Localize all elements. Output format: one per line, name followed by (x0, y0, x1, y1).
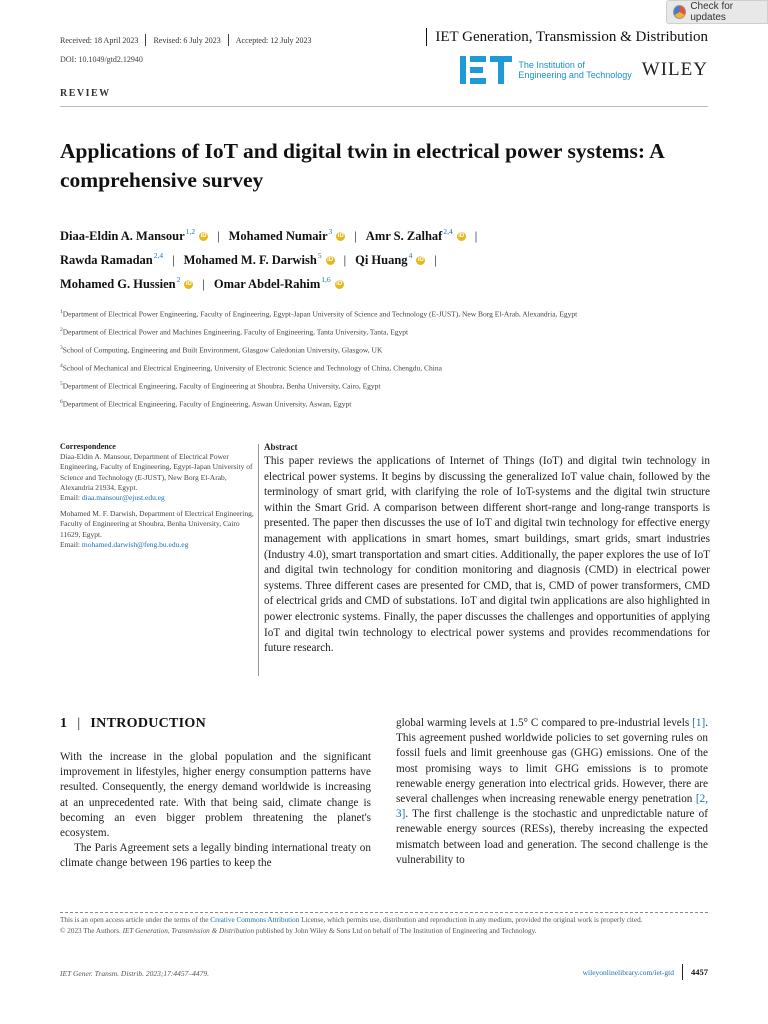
author[interactable]: Mohamed Numair $^3$ iD (228, 227, 344, 243)
section-number: 1 (60, 716, 68, 731)
iet-line1: The Institution of (518, 60, 585, 70)
author[interactable]: Diaa-Eldin A. Mansour $^{1,2}$ iD (60, 227, 207, 243)
body-column-right (396, 716, 708, 868)
check-for-updates-label: Check for updates (690, 1, 734, 23)
affiliation: $^1$Department of Electrical Power Engineering, Faculty of Engineering, Egypt-Japan University of Science and Technology (E-JUST), New Borg El-Arab, Alexandria, Egypt (60, 309, 578, 319)
email-link[interactable]: diaa.mansour@ejust.edu.eg (81, 493, 165, 503)
journal-url-link[interactable]: wileyonlinelibrary.com/iet-gtd (582, 967, 674, 977)
license-text: This is an open access article under the terms of the Creative Commons Attribution License, which permits use, distribution and reproduction in any medium, provided the original work is properly cited. (60, 916, 643, 924)
license-footnote (60, 915, 708, 937)
correspondence-address-1: Diaa-Eldin A. Mansour, Department of Electrical Power Engineering, Faculty of Engineering, Egypt-Japan University of Science and Technology (E-JUST), New Borg El-Arab, Alexandria 21934, Egypt. (60, 452, 253, 492)
affiliation: $^5$Department of Electrical Engineering, Faculty of Engineering at Shoubra, Benha University, Cairo, Egypt (60, 381, 381, 391)
wiley-logo: WILEY (641, 59, 708, 80)
author[interactable]: Mohamed M. F. Darwish $^5$ iD (183, 251, 334, 267)
abstract-text: This paper reviews the applications of Internet of Things (IoT) and digital twin technology in electrical power systems. It begins by discussing the generalized IoT value chain, followed by the terminology of smart grid, with clarifying the role of IoT-systems and the digital twin structure within the Smart Grid. A comparison between different short-range and long-range transports is presented. The paper then discusses the use of IoT and digital twin technology for effective energy management with applications in smart homes, smart buildings, smart grids, smart industries (Industry 4.0), smart transportation and smart cities. Additionally, the paper explores the use of IoT and digital twin technology for condition monitoring and diagnosis (CMD) in electrical power systems. Three different cases are presented for CMD, that is, CMD of power transformers, CMD of electrical grids and CMD of substations. IoT and digital twin applications are also highlighted in power electronic systems. Finally, the paper discusses the challenges and opportunities of applying IoT and digital twin technology to electrical power systems and provides recommendations for future research. (264, 455, 710, 655)
footnote-divider (60, 912, 708, 913)
orcid-icon[interactable]: iD (337, 232, 344, 239)
iet-logo-icon (460, 56, 512, 84)
author[interactable]: Rawda Ramadan $^{2,4}$ (60, 251, 164, 267)
orcid-icon[interactable]: iD (200, 232, 207, 239)
orcid-icon[interactable]: iD (458, 232, 465, 239)
journal-name (426, 28, 708, 46)
page-number: 4457 (691, 967, 708, 977)
correspondence-email-1: Email: diaa.mansour@ejust.edu.eg (60, 493, 165, 503)
correspondence (60, 442, 260, 550)
accepted-date: Accepted: 12 July 2023 (235, 35, 312, 45)
received-date: Received: 18 April 2023 (60, 35, 139, 45)
abstract-heading: Abstract (264, 442, 298, 452)
affiliation: $^6$Department of Electrical Engineering, Faculty of Engineering, Aswan University, Aswan, Egypt (60, 399, 352, 409)
divider (682, 964, 683, 980)
correspondence-address-2: Mohamed M. F. Darwish, Department of Electrical Engineering, Faculty of Engineering at Shoubra, Benha University, Cairo 11629, Egypt. (60, 509, 254, 539)
journal-title: IET Generation, Transmission & Distribution (435, 28, 708, 45)
section-title: INTRODUCTION (90, 716, 207, 731)
section-heading: 1 | INTRODUCTION (60, 716, 207, 731)
divider (60, 106, 708, 107)
correspondence-email-2: Email: mohamed.darwish@feng.bu.edu.eg (60, 539, 189, 549)
divider (228, 34, 229, 46)
author[interactable]: Mohamed G. Hussien $^2$ iD (60, 275, 192, 291)
orcid-icon[interactable]: iD (327, 256, 334, 263)
doi[interactable]: DOI: 10.1049/gtd2.12940 (60, 55, 143, 64)
citation-link[interactable]: [1] (692, 717, 706, 729)
abstract (264, 442, 710, 657)
orcid-icon[interactable]: iD (417, 256, 424, 263)
affiliation: $^3$School of Computing, Engineering and Built Environment, Glasgow Caledonian University, Glasgow, UK (60, 345, 383, 355)
author[interactable]: Qi Huang $^4$ iD (355, 251, 424, 267)
copyright-text: © 2023 The Authors. IET Generation, Transmission & Distribution published by John Wiley & Sons Ltd on behalf of The Institution of Engineering and Technology. (60, 927, 537, 935)
author[interactable]: Omar Abdel-Rahim $^{1,6}$ iD (213, 275, 343, 291)
page-footer (583, 964, 708, 980)
divider (145, 34, 146, 46)
iet-line2: Engineering and Technology (518, 70, 632, 80)
publisher-logos (460, 56, 708, 84)
affiliation: $^2$Department of Electrical Power and Machines Engineering, Faculty of Engineering, Tanta University, Tanta, Egypt (60, 327, 409, 337)
update-icon (673, 5, 686, 19)
paragraph: The Paris Agreement sets a legally binding international treaty on climate change between 196 parties to keep the (60, 842, 371, 870)
paragraph: With the increase in the global population and the significant improvement in lifestyles, higher energy consumption patterns have resulted. Consequently, the energy demand worldwide is increasing at an unprecedented rate. With that being said, climate change is becoming an even bigger problem threatening the planet's ecosystem. (60, 751, 371, 840)
check-for-updates-button[interactable] (666, 0, 768, 24)
revised-date: Revised: 6 July 2023 (153, 35, 221, 45)
license-link[interactable]: Creative Commons Attribution (210, 916, 300, 924)
article-type: REVIEW (60, 88, 111, 99)
divider (426, 28, 427, 46)
correspondence-heading: Correspondence (60, 442, 116, 451)
body-column-left (60, 750, 371, 872)
affiliations (60, 309, 708, 417)
citation-footer: IET Gener. Transm. Distrib. 2023;17:4457–4479. (60, 969, 210, 978)
author-list: Diaa-Eldin A. Mansour $^{1,2}$ iD | Mohamed Numair $^3$ iD | Amr S. Zalhaf $^{2,4}$ iD | Rawda Ramadan $^{2,4}$ | Mohamed M. F. Darwish $^5$ iD | Qi Huang $^4$ iD | Mohamed G. Hussien $^2$ iD | Omar Abdel-Rahim $^{1,6}$ iD (60, 224, 708, 296)
article-title: Applications of IoT and digital twin in electrical power systems: A comprehensive survey (60, 139, 664, 192)
affiliation: $^4$School of Mechanical and Electrical Engineering, University of Electronic Science and Technology of China, Chengdu, China (60, 363, 442, 373)
paragraph: global warming levels at 1.5° C compared to pre-industrial levels [1]. This agreement pushed worldwide policies to set governing rules on fossil fuels and limit greenhouse gas (GHG) emissions. One of the most promising ways to limit GHG emissions is to promote renewable energy generation into electrical grids. However, there are several challenges when increasing renewable energy penetration [2, 3]. The first challenge is the stochastic and unpredictable nature of renewable energy sources (RESs), thereby increasing the expected mismatch between load and generation. The second challenge is the vulnerability to (396, 717, 708, 866)
email-link[interactable]: mohamed.darwish@feng.bu.edu.eg (81, 539, 189, 549)
orcid-icon[interactable]: iD (336, 280, 343, 287)
citation-link[interactable]: [2, 3] (396, 793, 708, 821)
iet-logo-text (518, 60, 631, 80)
author[interactable]: Amr S. Zalhaf $^{2,4}$ iD (365, 227, 465, 243)
divider (258, 444, 259, 676)
article-history (60, 34, 312, 46)
orcid-icon[interactable]: iD (185, 280, 192, 287)
